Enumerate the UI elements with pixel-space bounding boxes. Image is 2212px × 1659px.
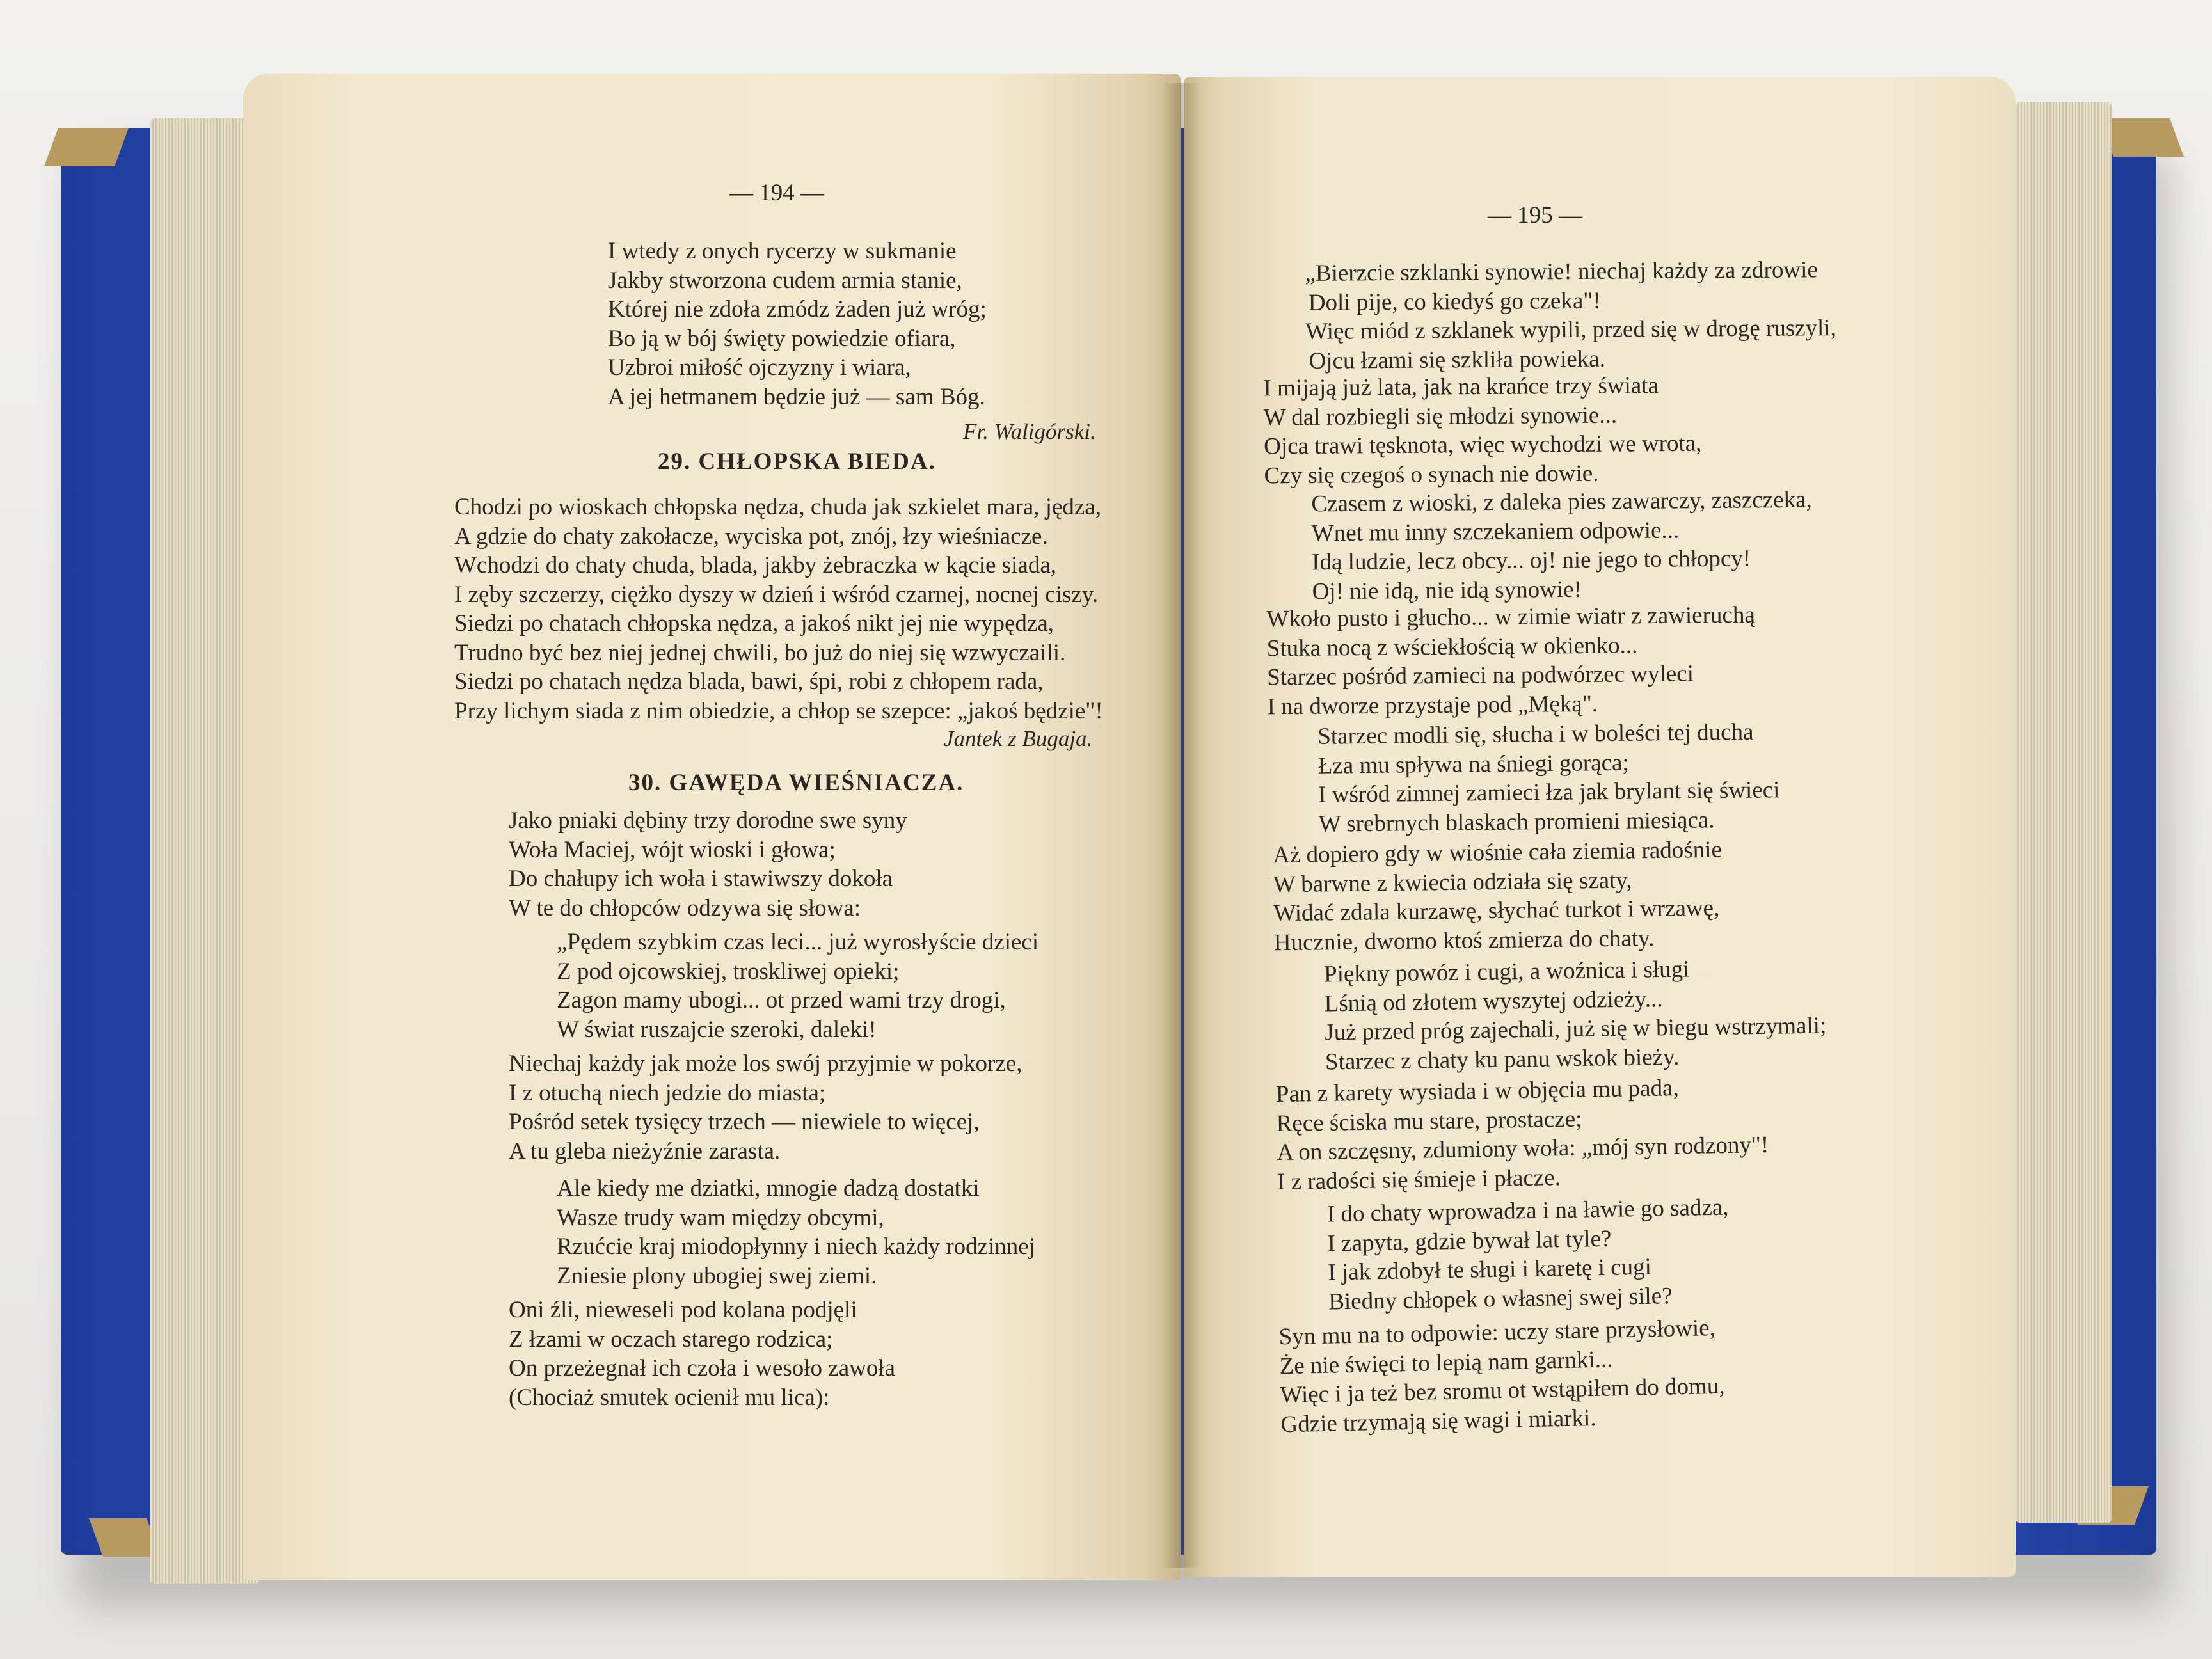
verse-line: (Chociaż smutek ocienił mu lica): bbox=[509, 1384, 830, 1411]
verse-line: Wkoło pusto i głucho... w zimie wiatr z zawieruchą bbox=[1266, 601, 1755, 633]
verse-line: Ręce ściska mu stare, prostacze; bbox=[1276, 1106, 1582, 1137]
verse-line: W te do chłopców odzywa się słowa: bbox=[509, 894, 861, 921]
poem-stanza bbox=[509, 806, 907, 923]
poem-stanza bbox=[1266, 601, 1756, 722]
verse-line: Z łzami w oczach starego rodzica; bbox=[509, 1326, 833, 1353]
verse-line: I wtedy z onych rycerzy w sukmanie bbox=[608, 238, 957, 264]
poem-stanza bbox=[557, 1174, 1035, 1290]
verse-line: Do chałupy ich woła i stawiwszy dokoła bbox=[509, 866, 893, 892]
verse-line: Więc miód z szklanek wypili, przed się w drogę ruszyli, bbox=[1305, 315, 1837, 345]
verse-line: „Pędem szybkim czas leci... już wyrosłyście dzieci bbox=[557, 929, 1039, 955]
verse-line: I do chaty wprowadza i na ławie go sadza, bbox=[1326, 1194, 1729, 1228]
verse-line: W świat ruszajcie szeroki, daleki! bbox=[557, 1016, 877, 1043]
verse-line: W dal rozbiegli się młodzi synowie... bbox=[1263, 402, 1618, 431]
verse-line: Pośród setek tysięcy trzech — niewiele to więcej, bbox=[509, 1109, 980, 1135]
verse-line: Starzec pośród zamieci na podwórzec wyleci bbox=[1267, 660, 1694, 691]
verse-line: Więc i ja też bez sromu ot wstąpiłem do domu, bbox=[1280, 1372, 1725, 1409]
verse-line: I z otuchą niech jedzie do miasta; bbox=[509, 1079, 826, 1106]
verse-line: Aż dopiero gdy w wiośnie cała ziemia radośnie bbox=[1272, 836, 1723, 869]
verse-line: Uzbroi miłość ojczyzny i wiara, bbox=[608, 354, 911, 381]
poem-stanza bbox=[1324, 953, 1827, 1077]
verse-line: Chodzi po wioskach chłopska nędza, chuda jak szkielet mara, jędza, bbox=[454, 494, 1101, 520]
verse-line: Czasem z wioski, z daleka pies zawarczy, zaszczeka, bbox=[1311, 486, 1812, 518]
poem-author: Jantek z Bugaja. bbox=[944, 726, 1093, 751]
verse-line: Doli pije, co kiedyś go czeka"! bbox=[1308, 287, 1601, 316]
poem-stanza bbox=[509, 1049, 1022, 1166]
verse-line: Przy lichym siada z nim obiedzie, a chłop se szepce: „jakoś będzie"! bbox=[454, 697, 1103, 724]
verse-line: Oj! nie idą, nie idą synowie! bbox=[1312, 576, 1582, 605]
verse-line: Wasze trudy wam między obcymi, bbox=[557, 1204, 884, 1231]
verse-line: Już przed próg zajechali, już się w biegu wstrzymali; bbox=[1325, 1012, 1827, 1046]
verse-line: A gdzie do chaty zakołacze, wyciska pot, znój, łzy wieśniacze. bbox=[454, 523, 1048, 550]
poem-stanza bbox=[557, 928, 1038, 1044]
poem-stanza bbox=[1263, 371, 1702, 491]
verse-line: I mijają już lata, jak na krańce trzy świata bbox=[1263, 372, 1659, 402]
verse-line: Zniesie plony ubogiej swej ziemi. bbox=[557, 1262, 877, 1289]
verse-line: Wnet mu inny szczekaniem odpowie... bbox=[1311, 516, 1680, 546]
poem-stanza bbox=[509, 1296, 895, 1412]
verse-line: W barwne z kwiecia odziała się szaty, bbox=[1273, 866, 1632, 898]
verse-line: Niechaj każdy jak może los swój przyjmie w pokorze, bbox=[509, 1051, 1022, 1077]
verse-line: Starzec modli się, słucha i w boleści tej ducha bbox=[1317, 718, 1754, 750]
poem-stanza bbox=[608, 237, 987, 411]
verse-line: Trudno być bez niej jednej chwili, bo już do niej się wzwyczaili. bbox=[454, 639, 1066, 666]
verse-line: „Bierzcie szklanki synowie! niechaj każdy za zdrowie bbox=[1305, 257, 1818, 287]
verse-line: Lśnią od złotem wyszytej odzieży... bbox=[1324, 985, 1663, 1017]
verse-line: Czy się czegoś o synach nie dowie. bbox=[1264, 460, 1599, 489]
verse-line: Ojca trawi tęsknota, więc wychodzi we wrota, bbox=[1264, 430, 1702, 460]
page-number: — 195 — bbox=[1488, 202, 1582, 228]
verse-line: Syn mu na to odpowie: uczy stare przysłowie, bbox=[1278, 1315, 1716, 1351]
verse-line: Siedzi po chatach nędza blada, bawi, śpi, robi z chłopem rada, bbox=[454, 669, 1044, 695]
verse-line: Gdzie trzymają się wagi i miarki. bbox=[1280, 1404, 1596, 1438]
verse-line: I zapyta, gdzie bywał lat tyle? bbox=[1327, 1225, 1612, 1257]
left-page bbox=[243, 74, 1181, 1580]
poem-body bbox=[454, 493, 1103, 726]
poem-stanza bbox=[1326, 1193, 1730, 1317]
cover-corner-top-right bbox=[2099, 118, 2184, 157]
verse-line: Jako pniaki dębiny trzy dorodne swe syny bbox=[509, 807, 907, 834]
verse-line: I wśród zimnej zamieci łza jak brylant się świeci bbox=[1318, 777, 1780, 808]
verse-line: Wchodzi do chaty chuda, blada, jakby żebraczka w kącie siada, bbox=[454, 552, 1056, 578]
verse-line: On przeżegnał ich czoła i wesoło zawoła bbox=[509, 1355, 896, 1381]
verse-line: I na dworze przystaje pod „Męką". bbox=[1267, 690, 1598, 720]
verse-line: Starzec z chaty ku panu wskok bieży. bbox=[1325, 1044, 1680, 1075]
poem-stanza bbox=[1305, 255, 1836, 376]
verse-line: Z pod ojcowskiej, troskliwej opieki; bbox=[557, 958, 900, 985]
book-gutter bbox=[1161, 83, 1200, 1568]
verse-line: A tu gleba nieżyźnie zarasta. bbox=[509, 1138, 781, 1164]
poem-heading: 29. CHŁOPSKA BIEDA. bbox=[658, 448, 936, 475]
verse-line: Hucznie, dworno ktoś zmierza do chaty. bbox=[1273, 925, 1655, 956]
verse-line: Rzućcie kraj miodopłynny i niech każdy rodzinnej bbox=[557, 1234, 1035, 1260]
verse-line: A jej hetmanem będzie już — sam Bóg. bbox=[608, 383, 985, 410]
verse-line: W srebrnych blaskach promieni miesiąca. bbox=[1318, 806, 1715, 837]
verse-line: I z radości się śmieje i płacze. bbox=[1277, 1164, 1561, 1195]
verse-line: Pan z karety wysiada i w objęcia mu pada, bbox=[1275, 1075, 1680, 1108]
poem-stanza bbox=[1311, 486, 1813, 607]
verse-line: A on szczęsny, zdumiony woła: „mój syn rodzony"! bbox=[1277, 1131, 1769, 1166]
poem-stanza bbox=[1273, 836, 1723, 958]
verse-line: Której nie zdoła zmódz żaden już wróg; bbox=[608, 296, 987, 322]
verse-line: Widać zdala kurzawę, słychać turkot i wrzawę, bbox=[1273, 894, 1720, 927]
page-number: — 194 — bbox=[729, 180, 824, 206]
verse-line: Ale kiedy me dziatki, mnogie dadzą dostatki bbox=[557, 1175, 980, 1202]
poem-author: Fr. Waligórski. bbox=[963, 419, 1096, 444]
verse-line: Bo ją w bój święty powiedzie ofiara, bbox=[608, 325, 956, 352]
verse-line: Piękny powóz i cugi, a woźnica i sługi bbox=[1323, 956, 1690, 988]
verse-line: Jakby stworzona cudem armia stanie, bbox=[608, 267, 962, 294]
right-page bbox=[1184, 77, 2016, 1577]
poem-heading: 30. GAWĘDA WIEŚNIACZA. bbox=[628, 770, 964, 796]
verse-line: Stuka nocą z wściekłością w okienko... bbox=[1266, 631, 1638, 662]
verse-line: Że nie święci to lepią nam garnki... bbox=[1279, 1345, 1613, 1379]
verse-line: I zęby szczerzy, ciężko dyszy w dzień i wśród czarnej, nocnej ciszy. bbox=[454, 581, 1099, 608]
verse-line: Łza mu spływa na śniegi gorąca; bbox=[1317, 749, 1629, 779]
verse-line: Woła Maciej, wójt wioski i głowa; bbox=[509, 836, 836, 863]
verse-line: Biedny chłopek o własnej swej sile? bbox=[1328, 1282, 1673, 1315]
verse-line: Zagon mamy ubogi... ot przed wami trzy drogi, bbox=[557, 987, 1006, 1013]
poem-stanza bbox=[1276, 1072, 1770, 1196]
poem-stanza bbox=[1317, 717, 1780, 839]
verse-line: Oni źli, nieweseli pod kolana podjęli bbox=[509, 1297, 857, 1323]
verse-line: I jak zdobył te sługi i karetę i cugi bbox=[1328, 1253, 1652, 1286]
cover-corner-top-left bbox=[44, 128, 129, 166]
verse-line: Siedzi po chatach chłopska nędza, a jakoś nikt jej nie wypędza, bbox=[454, 610, 1054, 637]
poem-stanza bbox=[1278, 1314, 1726, 1440]
verse-line: Ojcu łzami się szkliła powieka. bbox=[1309, 345, 1606, 374]
verse-line: Idą ludzie, lecz obcy... oj! nie jego to chłopcy! bbox=[1312, 545, 1751, 576]
page-edges-right bbox=[2016, 102, 2112, 1523]
